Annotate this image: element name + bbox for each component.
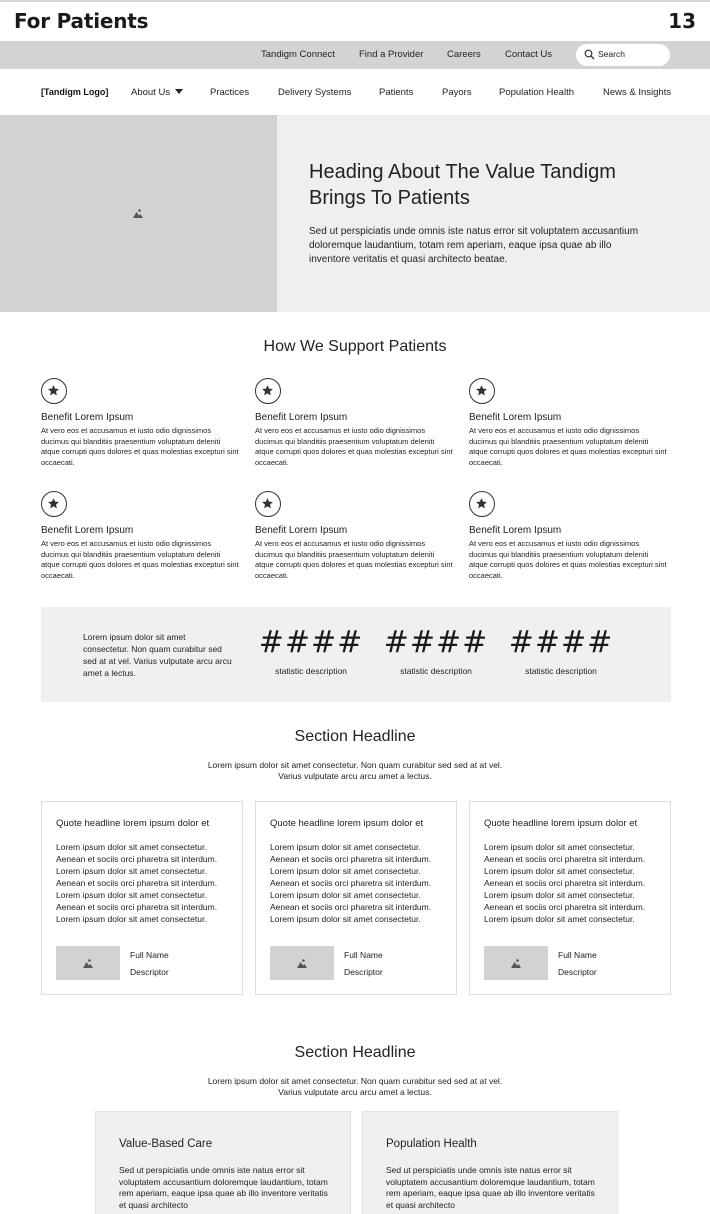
nav-item-delivery-systems[interactable]: Delivery Systems	[278, 87, 352, 98]
quote-headline: Quote headline lorem ipsum dolor et	[484, 818, 638, 829]
utility-bar	[0, 41, 710, 69]
avatar-placeholder	[484, 946, 548, 980]
stat-value: ####	[258, 625, 364, 660]
quote-author-name: Full Name	[344, 950, 383, 960]
avatar-placeholder	[56, 946, 120, 980]
info-card-title: Population Health	[386, 1138, 477, 1150]
top-divider	[0, 0, 710, 2]
benefit-title: Benefit Lorem Ipsum	[41, 412, 134, 423]
nav-item-about-us[interactable]	[131, 87, 183, 98]
logo[interactable]: [Tandigm Logo]	[41, 87, 109, 97]
quote-author-descriptor: Descriptor	[558, 967, 597, 977]
quote-author-descriptor: Descriptor	[130, 967, 169, 977]
utility-link-tandigm-connect[interactable]: Tandigm Connect	[261, 49, 335, 60]
value-section-subtitle: Lorem ipsum dolor sit amet consectetur. Non quam curabitur sed sed at at vel. Varius vulputate arcu arcu amet a lectus.	[207, 1076, 503, 1097]
info-card-population-health	[362, 1111, 618, 1214]
quote-card	[469, 801, 671, 995]
quote-author-name: Full Name	[130, 950, 169, 960]
star-icon	[255, 491, 281, 517]
stat-description: statistic description	[400, 666, 472, 676]
nav-item-practices[interactable]: Practices	[210, 87, 250, 98]
utility-link-careers[interactable]: Careers	[447, 49, 481, 60]
utility-link-find-provider[interactable]: Find a Provider	[359, 49, 424, 60]
image-icon	[511, 958, 521, 968]
quote-headline: Quote headline lorem ipsum dolor et	[270, 818, 424, 829]
utility-link-contact-us[interactable]: Contact Us	[505, 49, 552, 60]
nav-item-payors[interactable]: Payors	[442, 87, 472, 98]
info-card-body: Sed ut perspiciatis unde omnis iste natus error sit voluptatem accusantium doloremque laudantium, totam rem aperiam, eaque ipsa quae ab illo inventore veritatis et quasi architecto	[386, 1165, 595, 1210]
nav-item-label: About Us	[131, 87, 171, 98]
quote-card	[255, 801, 457, 995]
star-icon	[469, 378, 495, 404]
stat-item	[506, 625, 616, 676]
benefit-body: At vero eos et accusamus et iusto odio dignissimos ducimus qui blanditiis praesentium voluptatum deleniti atque corrupti quos dolores et quas molestias excepturi sint occaecati.	[255, 539, 453, 580]
page-number: 13	[668, 9, 696, 33]
stat-description: statistic description	[275, 666, 347, 676]
nav-item-news-insights[interactable]: News & Insights	[603, 87, 672, 98]
benefit-title: Benefit Lorem Ipsum	[469, 412, 562, 423]
page-title: For Patients	[14, 9, 149, 33]
benefit-body: At vero eos et accusamus et iusto odio dignissimos ducimus qui blanditiis praesentium voluptatum deleniti atque corrupti quos dolores et quas molestias excepturi sint occaecati.	[469, 539, 667, 580]
quote-body: Lorem ipsum dolor sit amet consectetur. Aenean et sociis orci pharetra sit interdum. Lorem ipsum dolor sit amet consectetur. Aenean et sociis orci pharetra sit interdum. Lorem ipsum dolor sit amet consectetur. Aenean et sociis orci pharetra sit interdum. Lorem ipsum dolor sit amet consectetur.	[270, 842, 432, 924]
star-icon	[255, 378, 281, 404]
caret-down-icon	[175, 89, 183, 94]
quote-card	[41, 801, 243, 995]
stats-intro-text: Lorem ipsum dolor sit amet consectetur. Non quam curabitur sed sed at at vel. Varius vulputate arcu arcu amet a lectus.	[83, 632, 232, 678]
testimonials-section-title: Section Headline	[294, 728, 416, 745]
quote-headline: Quote headline lorem ipsum dolor et	[56, 818, 210, 829]
benefit-body: At vero eos et accusamus et iusto odio dignissimos ducimus qui blanditiis praesentium voluptatum deleniti atque corrupti quos dolores et quas molestias excepturi sint occaecati.	[255, 426, 453, 467]
info-card-value-based-care	[95, 1111, 351, 1214]
star-icon	[41, 378, 67, 404]
quote-body: Lorem ipsum dolor sit amet consectetur. Aenean et sociis orci pharetra sit interdum. Lorem ipsum dolor sit amet consectetur. Aenean et sociis orci pharetra sit interdum. Lorem ipsum dolor sit amet consectetur. Aenean et sociis orci pharetra sit interdum. Lorem ipsum dolor sit amet consectetur.	[56, 842, 218, 924]
hero-body: Sed ut perspiciatis unde omnis iste natus error sit voluptatem accusantium doloremque laudantium, totam rem aperiam, eaque ipsa quae ab illo inventore veritatis et quasi architecto beatae.	[309, 226, 639, 265]
image-icon	[297, 958, 307, 968]
star-icon	[41, 491, 67, 517]
hero	[0, 115, 710, 312]
nav-item-patients[interactable]: Patients	[379, 87, 414, 98]
hero-image-placeholder	[0, 115, 277, 312]
benefit-body: At vero eos et accusamus et iusto odio dignissimos ducimus qui blanditiis praesentium voluptatum deleniti atque corrupti quos dolores et quas molestias excepturi sint occaecati.	[469, 426, 667, 467]
benefit-body: At vero eos et accusamus et iusto odio dignissimos ducimus qui blanditiis praesentium voluptatum deleniti atque corrupti quos dolores et quas molestias excepturi sint occaecati.	[41, 539, 239, 580]
benefit-title: Benefit Lorem Ipsum	[255, 525, 348, 536]
info-card-title: Value-Based Care	[119, 1138, 213, 1150]
value-section-title: Section Headline	[294, 1044, 416, 1061]
benefit-title: Benefit Lorem Ipsum	[255, 412, 348, 423]
stat-item	[256, 625, 366, 676]
main-nav	[0, 69, 710, 115]
testimonials-section-subtitle: Lorem ipsum dolor sit amet consectetur. Non quam curabitur sed sed at at vel. Varius vulputate arcu arcu amet a lectus.	[207, 760, 503, 781]
image-icon	[83, 958, 93, 968]
image-icon	[133, 208, 143, 218]
benefit-title: Benefit Lorem Ipsum	[41, 525, 134, 536]
stat-item	[381, 625, 491, 676]
search-input[interactable]	[576, 44, 670, 66]
nav-item-population-health[interactable]: Population Health	[499, 87, 574, 98]
quote-author-descriptor: Descriptor	[344, 967, 383, 977]
benefit-title: Benefit Lorem Ipsum	[469, 525, 562, 536]
quote-author-name: Full Name	[558, 950, 597, 960]
stats-band	[41, 607, 671, 702]
stat-value: ####	[508, 625, 614, 660]
stat-description: statistic description	[525, 666, 597, 676]
info-card-body: Sed ut perspiciatis unde omnis iste natus error sit voluptatem accusantium doloremque laudantium, totam rem aperiam, eaque ipsa quae ab illo inventore veritatis et quasi architecto	[119, 1165, 328, 1210]
search-icon	[584, 49, 595, 60]
avatar-placeholder	[270, 946, 334, 980]
quote-body: Lorem ipsum dolor sit amet consectetur. Aenean et sociis orci pharetra sit interdum. Lorem ipsum dolor sit amet consectetur. Aenean et sociis orci pharetra sit interdum. Lorem ipsum dolor sit amet consectetur. Aenean et sociis orci pharetra sit interdum. Lorem ipsum dolor sit amet consectetur.	[484, 842, 646, 924]
benefit-body: At vero eos et accusamus et iusto odio dignissimos ducimus qui blanditiis praesentium voluptatum deleniti atque corrupti quos dolores et quas molestias excepturi sint occaecati.	[41, 426, 239, 467]
stat-value: ####	[383, 625, 489, 660]
hero-heading: Heading About The Value Tandigm Brings To Patients	[309, 161, 616, 209]
support-section-title: How We Support Patients	[263, 338, 447, 355]
search-placeholder: Search	[598, 49, 625, 59]
star-icon	[469, 491, 495, 517]
